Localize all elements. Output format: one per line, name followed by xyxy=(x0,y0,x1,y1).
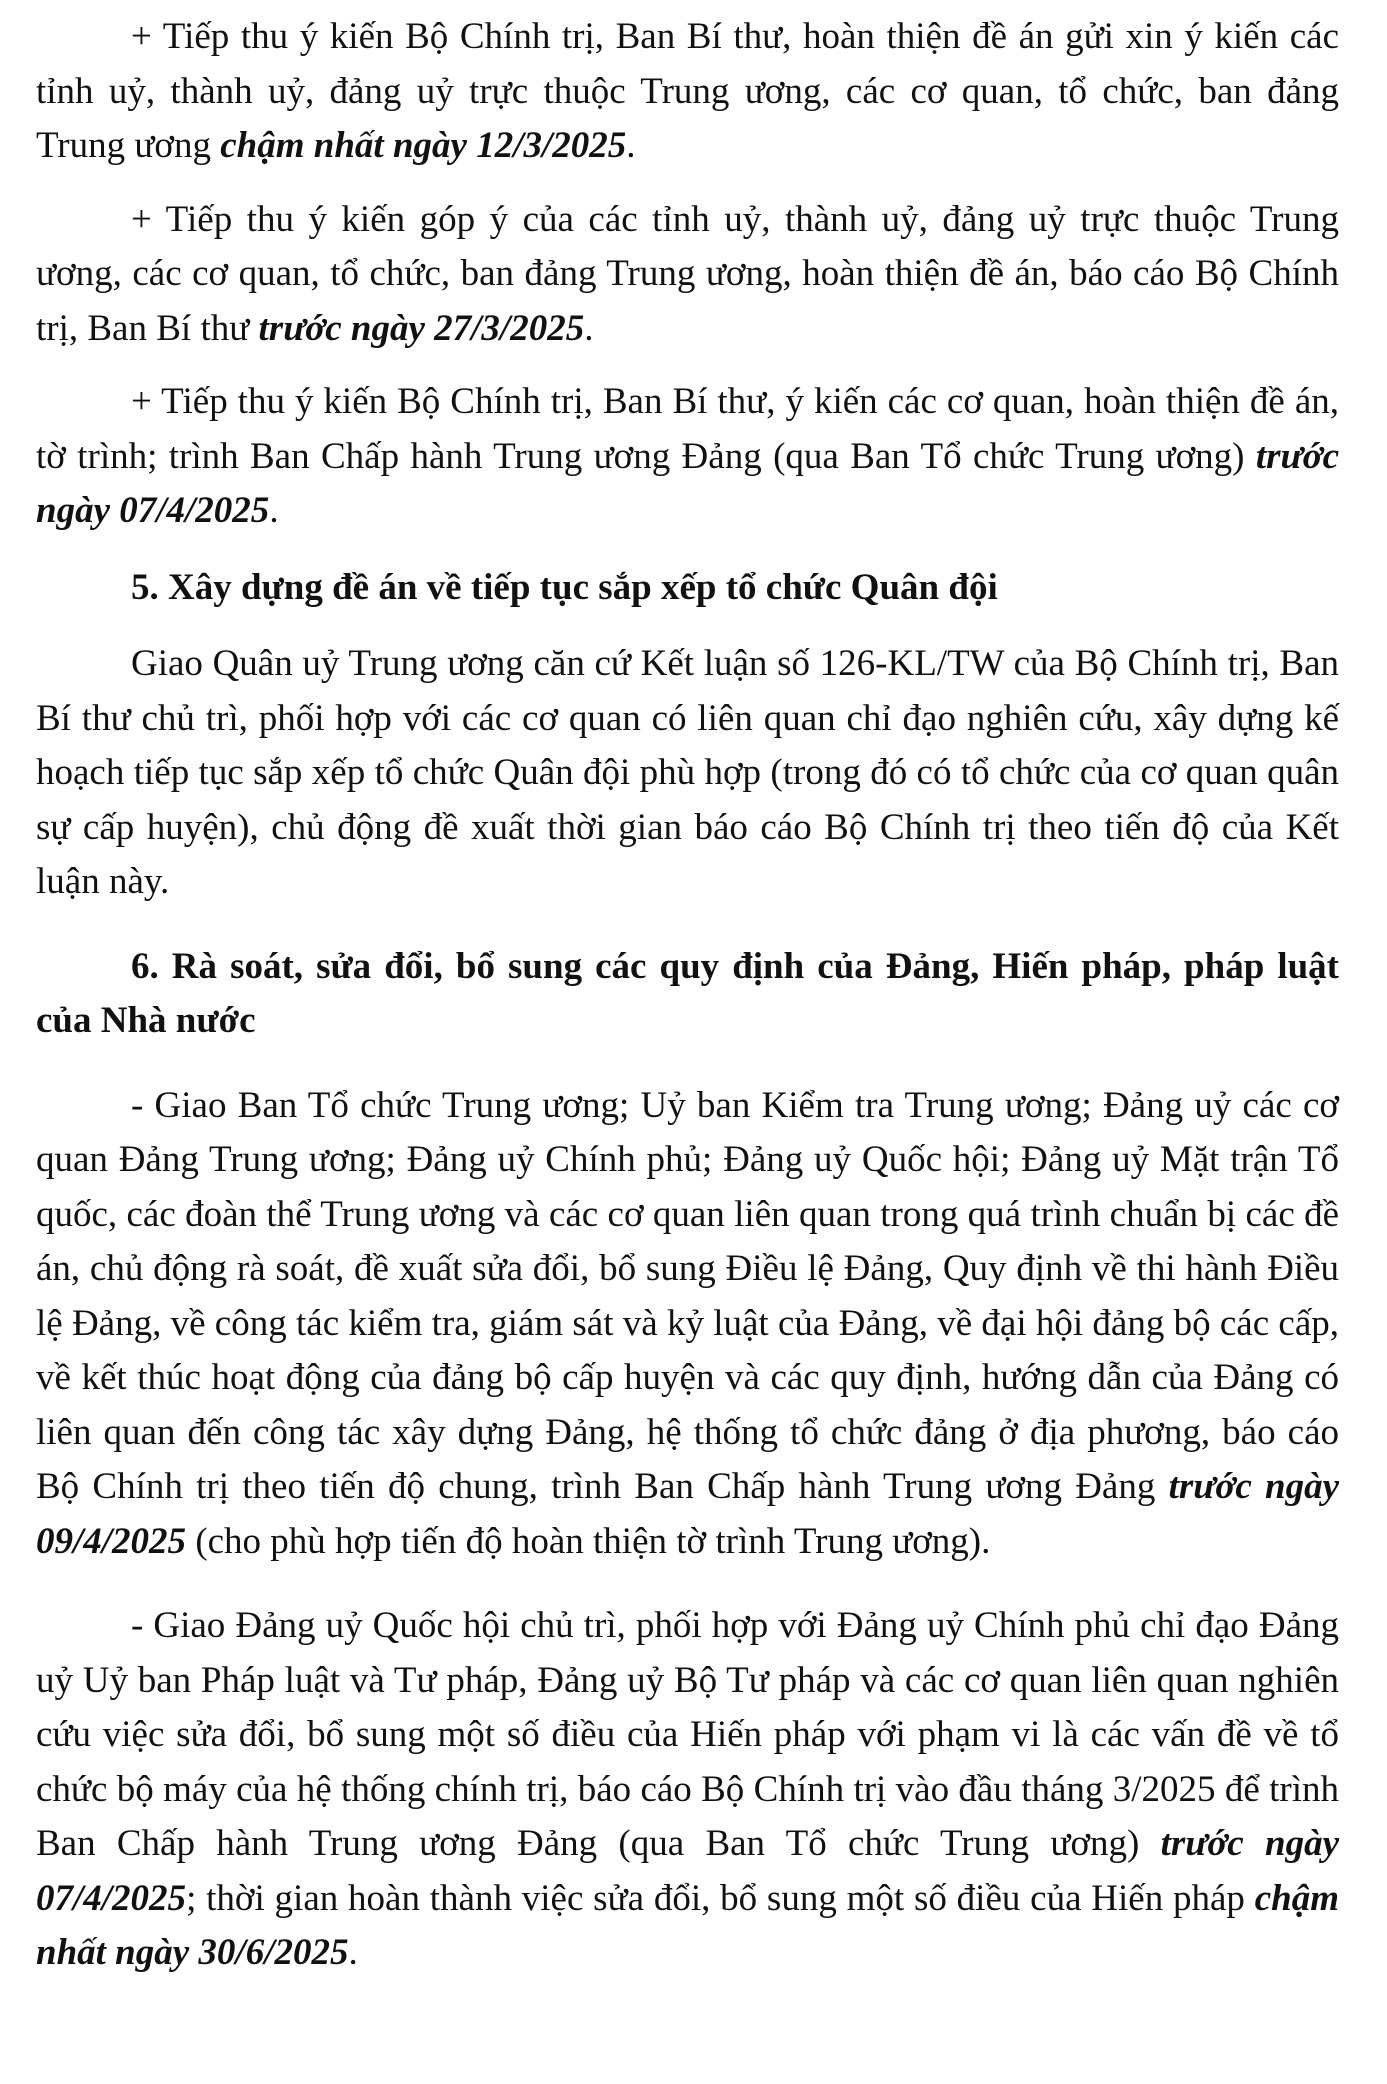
paragraph-military-reorganization xyxy=(36,637,1339,910)
deadline-text: trước ngày 09/4/2025 xyxy=(36,1466,1339,1562)
paragraph-submit-central-committee: + Tiếp thu ý kiến Bộ Chính trị, Ban Bí thư, ý kiến các cơ quan, hoàn thiện đề án, tờ trình; trình Ban Chấp hành Trung ương Đảng (qua Ban Tổ chức Trung ương) trước ngày 07/4/2025. xyxy=(36,381,1339,531)
paragraph-text: + Tiếp thu ý kiến Bộ Chính trị, Ban Bí thư, ý kiến các cơ quan, hoàn thiện đề án, tờ trình; trình Ban Chấp hành Trung ương Đảng (qua Ban Tổ chức Trung ương) xyxy=(36,381,1339,477)
deadline-text: trước ngày 07/4/2025 xyxy=(36,1823,1339,1919)
paragraph-text: + Tiếp thu ý kiến Bộ Chính trị, Ban Bí thư, hoàn thiện đề án gửi xin ý kiến các tỉnh uỷ, thành uỷ, đảng uỷ trực thuộc Trung ương, các cơ quan, tổ chức, ban đảng Trung ương xyxy=(36,16,1339,166)
deadline-text: trước ngày 27/3/2025 xyxy=(258,307,585,349)
paragraph-submit-provinces: + Tiếp thu ý kiến Bộ Chính trị, Ban Bí thư, hoàn thiện đề án gửi xin ý kiến các tỉnh uỷ, thành uỷ, đảng uỷ trực thuộc Trung ương, các cơ quan, tổ chức, ban đảng Trung ương chậm nhất ngày 12/3/2025. xyxy=(36,16,1339,166)
paragraph-constitution-amendment: - Giao Đảng uỷ Quốc hội chủ trì, phối hợp với Đảng uỷ Chính phủ chỉ đạo Đảng uỷ Uỷ ban Pháp luật và Tư pháp, Đảng uỷ Bộ Tư pháp và các cơ quan liên quan nghiên cứu việc sửa đổi, bổ sung một số điều của Hiến pháp với phạm vi là các vấn đề về tổ chức bộ máy của hệ thống chính trị, báo cáo Bộ Chính trị vào đầu tháng 3/2025 để trình Ban Chấp hành Trung ương Đảng (qua Ban Tổ chức Trung ương) trước ngày 07/4/2025; thời gian hoàn thành việc sửa đổi, bổ sung một số điều của Hiến pháp chậm nhất ngày 30/6/2025. xyxy=(36,1605,1339,1973)
deadline-text-final: chậm nhất ngày 30/6/2025 xyxy=(36,1877,1339,1973)
document-page xyxy=(36,10,1339,1981)
paragraph-review-party-regulations: - Giao Ban Tổ chức Trung ương; Uỷ ban Kiểm tra Trung ương; Đảng uỷ các cơ quan Đảng Trung ương; Đảng uỷ Chính phủ; Đảng uỷ Quốc hội; Đảng uỷ Mặt trận Tổ quốc, các đoàn thể Trung ương và các cơ quan liên quan trong quá trình chuẩn bị các đề án, chủ động rà soát, đề xuất sửa đổi, bổ sung Điều lệ Đảng, Quy định về thi hành Điều lệ Đảng, về công tác kiểm tra, giám sát và kỷ luật của Đảng, về đại hội đảng bộ các cấp, về kết thúc hoạt động của đảng bộ cấp huyện và các quy định, hướng dẫn của Đảng có liên quan đến công tác xây dựng Đảng, hệ thống tổ chức đảng ở địa phương, báo cáo Bộ Chính trị theo tiến độ chung, trình Ban Chấp hành Trung ương Đảng trước ngày 09/4/2025 (cho phù hợp tiến độ hoàn thiện tờ trình Trung ương). xyxy=(36,1084,1339,1562)
paragraph-report-politburo: + Tiếp thu ý kiến góp ý của các tỉnh uỷ, thành uỷ, đảng uỷ trực thuộc Trung ương, các cơ quan, tổ chức, ban đảng Trung ương, hoàn thiện đề án, báo cáo Bộ Chính trị, Ban Bí thư trước ngày 27/3/2025. xyxy=(36,198,1339,349)
section-heading-5: 5. Xây dựng đề án về tiếp tục sắp xếp tổ chức Quân đội xyxy=(131,566,998,608)
deadline-text: trước ngày 07/4/2025 xyxy=(36,435,1339,531)
section-heading-6: 6. Rà soát, sửa đổi, bổ sung các quy định của Đảng, Hiến pháp, pháp luật của Nhà nước xyxy=(36,945,1339,1041)
paragraph-text: - Giao Đảng uỷ Quốc hội chủ trì, phối hợp với Đảng uỷ Chính phủ chỉ đạo Đảng uỷ Uỷ ban Pháp luật và Tư pháp, Đảng uỷ Bộ Tư pháp và các cơ quan liên quan nghiên cứu việc sửa đổi, bổ sung một số điều của Hiến pháp với phạm vi là các vấn đề về tổ chức bộ máy của hệ thống chính trị, báo cáo Bộ Chính trị vào đầu tháng 3/2025 để trình Ban Chấp hành Trung ương Đảng (qua Ban Tổ chức Trung ương) xyxy=(36,1605,1339,1864)
paragraph-text: + Tiếp thu ý kiến góp ý của các tỉnh uỷ, thành uỷ, đảng uỷ trực thuộc Trung ương, các cơ quan, tổ chức, ban đảng Trung ương, hoàn thiện đề án, báo cáo Bộ Chính trị, Ban Bí thư xyxy=(36,198,1339,349)
paragraph-text: - Giao Ban Tổ chức Trung ương; Uỷ ban Kiểm tra Trung ương; Đảng uỷ các cơ quan Đảng Trung ương; Đảng uỷ Chính phủ; Đảng uỷ Quốc hội; Đảng uỷ Mặt trận Tổ quốc, các đoàn thể Trung ương và các cơ quan liên quan trong quá trình chuẩn bị các đề án, chủ động rà soát, đề xuất sửa đổi, bổ sung Điều lệ Đảng, Quy định về thi hành Điều lệ Đảng, về công tác kiểm tra, giám sát và kỷ luật của Đảng, về đại hội đảng bộ các cấp, về kết thúc hoạt động của đảng bộ cấp huyện và các quy định, hướng dẫn của Đảng có liên quan đến công tác xây dựng Đảng, hệ thống tổ chức đảng ở địa phương, báo cáo Bộ Chính trị theo tiến độ chung, trình Ban Chấp hành Trung ương Đảng xyxy=(36,1084,1339,1507)
deadline-text: chậm nhất ngày 12/3/2025 xyxy=(220,125,627,166)
paragraph-text: Giao Quân uỷ Trung ương căn cứ Kết luận số 126-KL/TW của Bộ Chính trị, Ban Bí thư chủ trì, phối hợp với các cơ quan có liên quan chỉ đạo nghiên cứu, xây dựng kế hoạch tiếp tục sắp xếp tổ chức Quân đội phù hợp (trong đó có tổ chức của cơ quan quân sự cấp huyện), chủ động đề xuất thời gian báo cáo Bộ Chính trị theo tiến độ của Kết luận này. xyxy=(36,643,1339,902)
